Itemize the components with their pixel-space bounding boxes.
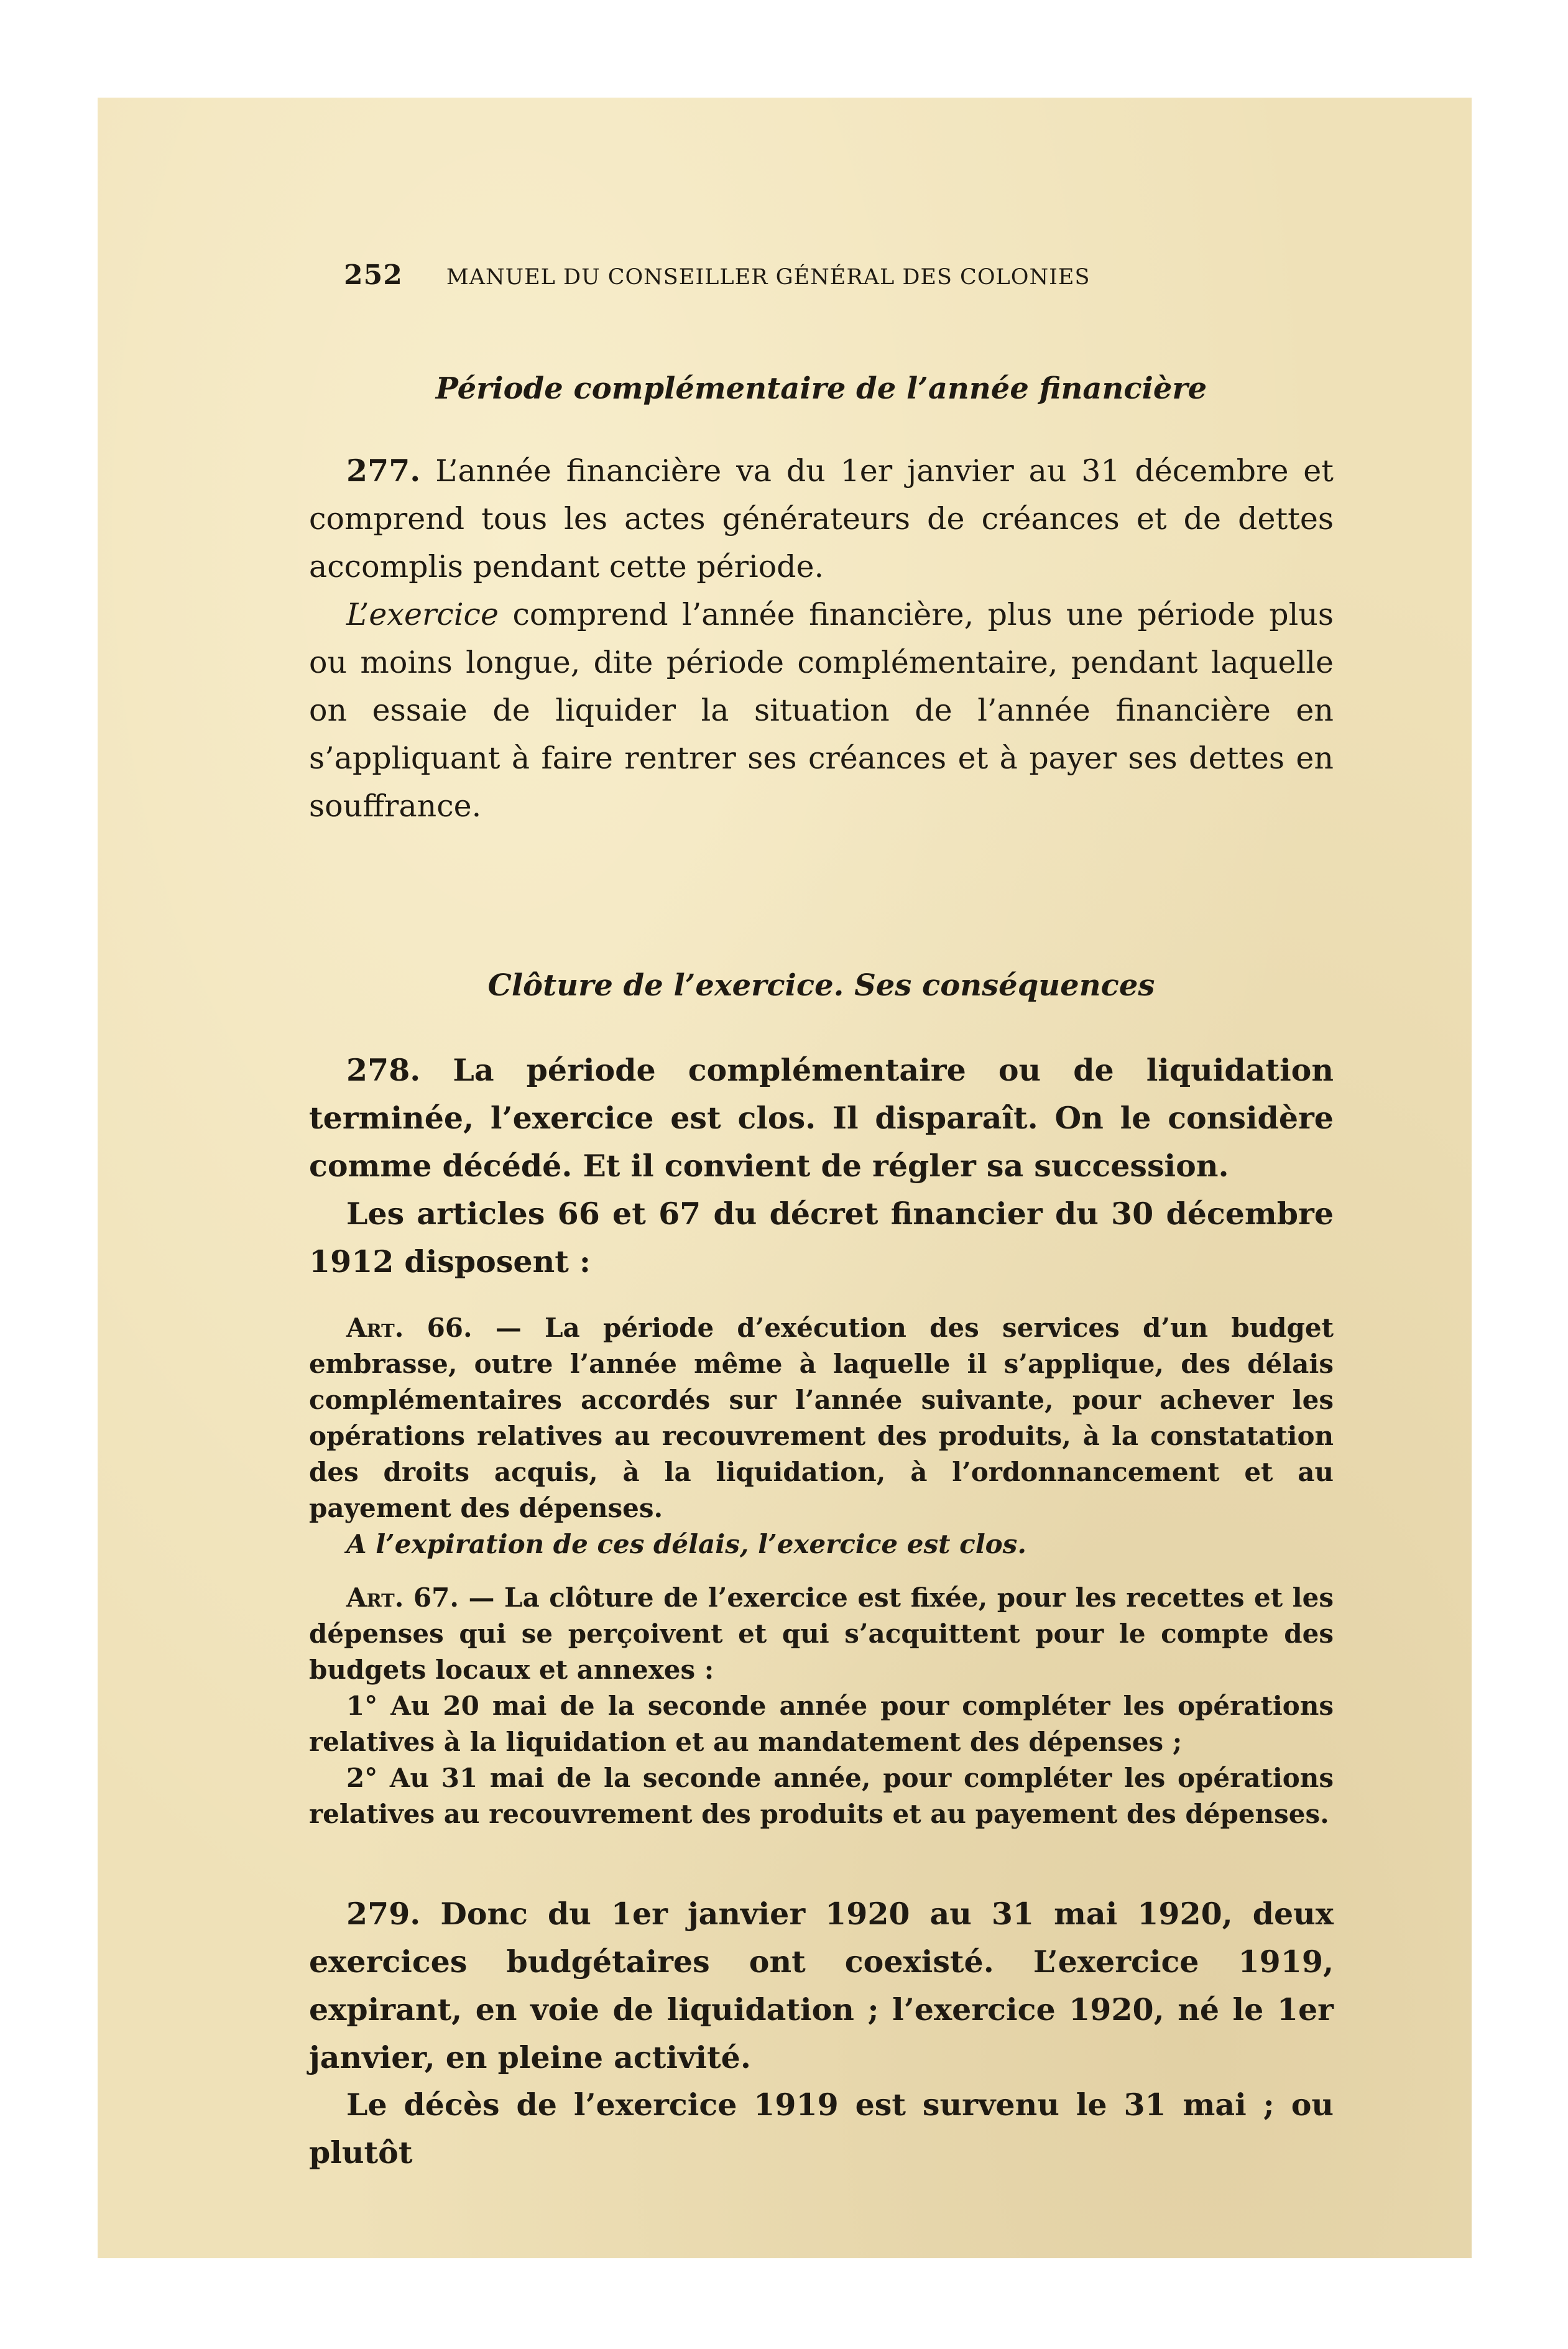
article-text: — La période d’exécution des services d’un budget embrasse, outre l’année même à laquelle il s’applique, des délais complémentaires accordés sur l’année suivante, pour achever les opérations relatives au recouvrement des produits, à la constatation des droits acquis, à la liquidation, à l’ordonnancement et au payement des dépenses. xyxy=(309,1313,1334,1523)
paragraph-279-continuation: Le décès de l’exercice 1919 est survenu le 31 mai ; ou plutôt xyxy=(309,2087,1334,2171)
section-heading-cloture: Clôture de l’exercice. Ses conséquences xyxy=(487,968,1155,1003)
article-67-item-1: 1° Au 20 mai de la seconde année pour compléter les opérations relatives à la liquidation et au mandatement des dépenses ; xyxy=(309,1691,1334,1757)
paragraph-text: Donc du 1er janvier 1920 au 31 mai 1920, deux exercices budgétaires ont coexisté. L’exercice 1919, expirant, en voie de liquidation ; l’exercice 1920, né le 1er janvier, en pleine activité. xyxy=(309,1896,1334,2075)
paragraph-277 xyxy=(309,447,1334,591)
section-heading-periode: Période complémentaire de l’année financière xyxy=(435,371,1207,406)
paragraph-278 xyxy=(309,1046,1334,1190)
paragraph-277-exercice xyxy=(309,591,1334,830)
running-header xyxy=(344,259,1326,291)
paragraph-text: comprend l’année financière, plus une période plus ou moins longue, dite période complémentaire, pendant laquelle on essaie de liquider la situation de l’année financière en s’appliquant à faire rentrer ses créances et à payer ses dettes en souffrance. xyxy=(309,597,1334,824)
article-66 xyxy=(309,1310,1334,1526)
article-67 xyxy=(309,1580,1334,1688)
article-text: — La clôture de l’exercice est fixée, pour les recettes et les dépenses qui se perçoivent et qui s’acquittent pour le compte des budgets locaux et annexes : xyxy=(309,1582,1334,1685)
article-label: Art. 66. xyxy=(346,1313,473,1343)
book-page xyxy=(98,98,1472,2258)
running-header-title: MANUEL DU CONSEILLER GÉNÉRAL DES COLONIES xyxy=(446,265,1091,290)
paragraph-278-articles: Les articles 66 et 67 du décret financier du 30 décembre 1912 disposent : xyxy=(309,1196,1334,1280)
paragraph-number: 279. xyxy=(346,1896,421,1932)
paragraph-number: 278. xyxy=(346,1052,421,1088)
emphasis-term: L’exercice xyxy=(346,597,499,632)
page-number: 252 xyxy=(344,259,403,291)
paragraph-text: L’année financière va du 1er janvier au 31 décembre et comprend tous les actes générateurs de créances et de dettes accomplis pendant cette période. xyxy=(309,453,1334,584)
paragraph-279 xyxy=(309,1890,1334,2082)
article-67-item-2: 2° Au 31 mai de la seconde année, pour compléter les opérations relatives au recouvrement des produits et au payement des dépenses. xyxy=(309,1763,1334,1829)
article-66-conclusion: A l’expiration de ces délais, l’exercice est clos. xyxy=(346,1529,1026,1559)
article-label: Art. 67. xyxy=(346,1582,459,1613)
paragraph-text: La période complémentaire ou de liquidation terminée, l’exercice est clos. Il disparaît. On le considère comme décédé. Et il convient de régler sa succession. xyxy=(309,1052,1334,1184)
paragraph-number: 277. xyxy=(346,453,421,489)
